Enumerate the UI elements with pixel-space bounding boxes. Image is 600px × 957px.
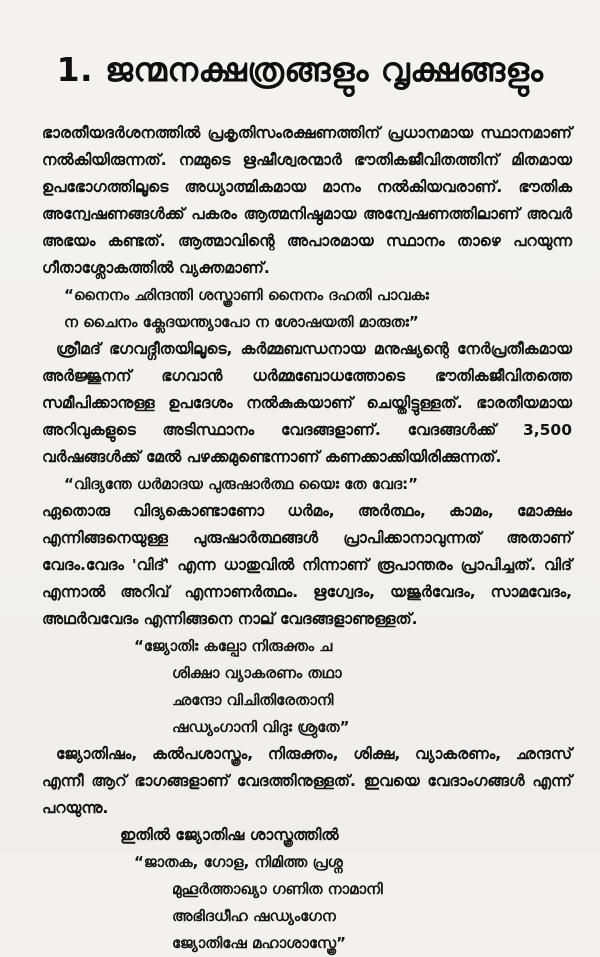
verse-line: “ജാതക, ഗോള, നിമിത്ത പ്രശ്ന — [134, 853, 343, 871]
paragraph-2: ശ്രീമദ് ഭഗവദ്ഗീതയിലൂടെ, കർമ്മബന്ധനായ മനുഷ്യന്റെ നേർപ്രതീകമായ അർജ്ജുനന് ഭഗവാൻ ധർമ്മബോധത്തോടെ ഭൗതികജീവിതത്തെ സമീപിക്കാനുള്ള ഉപദേശം നൽകുകയാണ് ചെയ്തിട്ടുള്ളത്. ഭാരതീയമായ അറിവുകളുടെ അടിസ്ഥാനം വേദങ്ങളാണ്. വേദങ്ങൾക്ക് 3,500 വർഷങ്ങൾക്ക് മേൽ പഴക്കമുണ്ടെന്നാണ് കണക്കാക്കിയിരിക്കുന്നത്. — [42, 340, 572, 466]
page-body — [42, 120, 572, 957]
paragraph-5: ഇതിൽ ജ്യോതിഷ ശാസ്ത്രത്തിൽ — [120, 826, 339, 844]
verse-line: ന ചൈനം ക്ലേദയന്ത്യാപോ ന ശോഷയതി മാരുതഃ” — [64, 313, 419, 331]
paragraph-1: ഭാരതീയദർശനത്തിൽ പ്രകൃതിസംരക്ഷണത്തിന് പ്രധാനമായ സ്ഥാനമാണ് നൽകിയിരുന്നത്. നമ്മുടെ ഋഷീശ്വരന്മാർ ഭൗതികജീവിതത്തിന് മിതമായ ഉപഭോഗത്തിലൂടെ അധ്യാത്മികമായ മാനം നൽകിയവരാണ്. ഭൗതിക അന്വേഷണങ്ങൾക്ക് പകരം ആത്മനിഷ്ഠമായ അന്വേഷണത്തിലാണ് അവർ അഭയം കണ്ടത്. ആത്മാവിന്റെ അപാരമായ സ്ഥാനം താഴെ പറയുന്ന ഗീതാശ്ലോകത്തിൽ വ്യക്തമാണ്. — [42, 124, 572, 277]
verse-line: “ജ്യോതിഃ കല്പോ നിരുക്തം ച — [134, 637, 333, 655]
veda-verse — [42, 471, 572, 498]
vedanga-verse — [42, 633, 572, 741]
verse-line: ശിക്ഷാ വ്യാകരണം തഥാ — [172, 664, 342, 682]
gita-verse — [42, 282, 572, 336]
verse-line: അഭിദധീഹ ഷഡ്യംഗേന — [172, 907, 336, 925]
jyotisha-verse — [42, 849, 572, 957]
verse-line: ഛന്ദോ വിചിതിരേതാനി — [172, 691, 334, 709]
verse-line: ജ്യോതിഷേ മഹാശാസ്ത്രേ” — [172, 934, 347, 952]
verse-line: “വിദ്യന്തേ ധർമാദയ പുരുഷാർത്ഥ യൈഃ തേ വേദ:” — [64, 475, 419, 493]
verse-line: മുഹൂർത്താഖ്യാ ഗണിത നാമാനി — [172, 880, 383, 898]
verse-line: ഷഡ്യംഗാനി വിദുഃ ശ്രുതേ” — [172, 718, 350, 736]
chapter-heading: 1. ജന്മനക്ഷത്രങ്ങളും വൃക്ഷങ്ങളും — [56, 50, 544, 89]
verse-line: “നൈനം ഛിന്ദന്തി ശസ്ത്രാണി നൈനം ദഹതി പാവകഃ — [64, 286, 429, 304]
paragraph-4: ജ്യോതിഷം, കൽപശാസ്ത്രം, നിരുക്തം, ശിക്ഷ, വ്യാകരണം, ഛന്ദസ് എന്നീ ആറ് ഭാഗങ്ങളാണ് വേദത്തിനുള്ളത്. ഇവയെ വേദാംഗങ്ങൾ എന്ന് പറയുന്നു. — [42, 745, 572, 817]
paragraph-3: ഏതൊരു വിദ്യകൊണ്ടാണോ ധർമം, അർത്ഥം, കാമം, മോക്ഷം എന്നിങ്ങനെയുള്ള പുരുഷാർത്ഥങ്ങൾ പ്രാപിക്കാനാവുന്നത് അതാണ് വേദം.വേദം 'വിദ്' എന്ന ധാതുവിൽ നിന്നാണ് രൂപാന്തരം പ്രാപിച്ചത്. വിദ് എന്നാൽ അറിവ് എന്നാണർത്ഥം. ഋഗ്വേദം, യജുർവേദം, സാമവേദം, അഥർവവേദം എന്നിങ്ങനെ നാല് വേദങ്ങളാണുള്ളത്. — [42, 502, 572, 628]
